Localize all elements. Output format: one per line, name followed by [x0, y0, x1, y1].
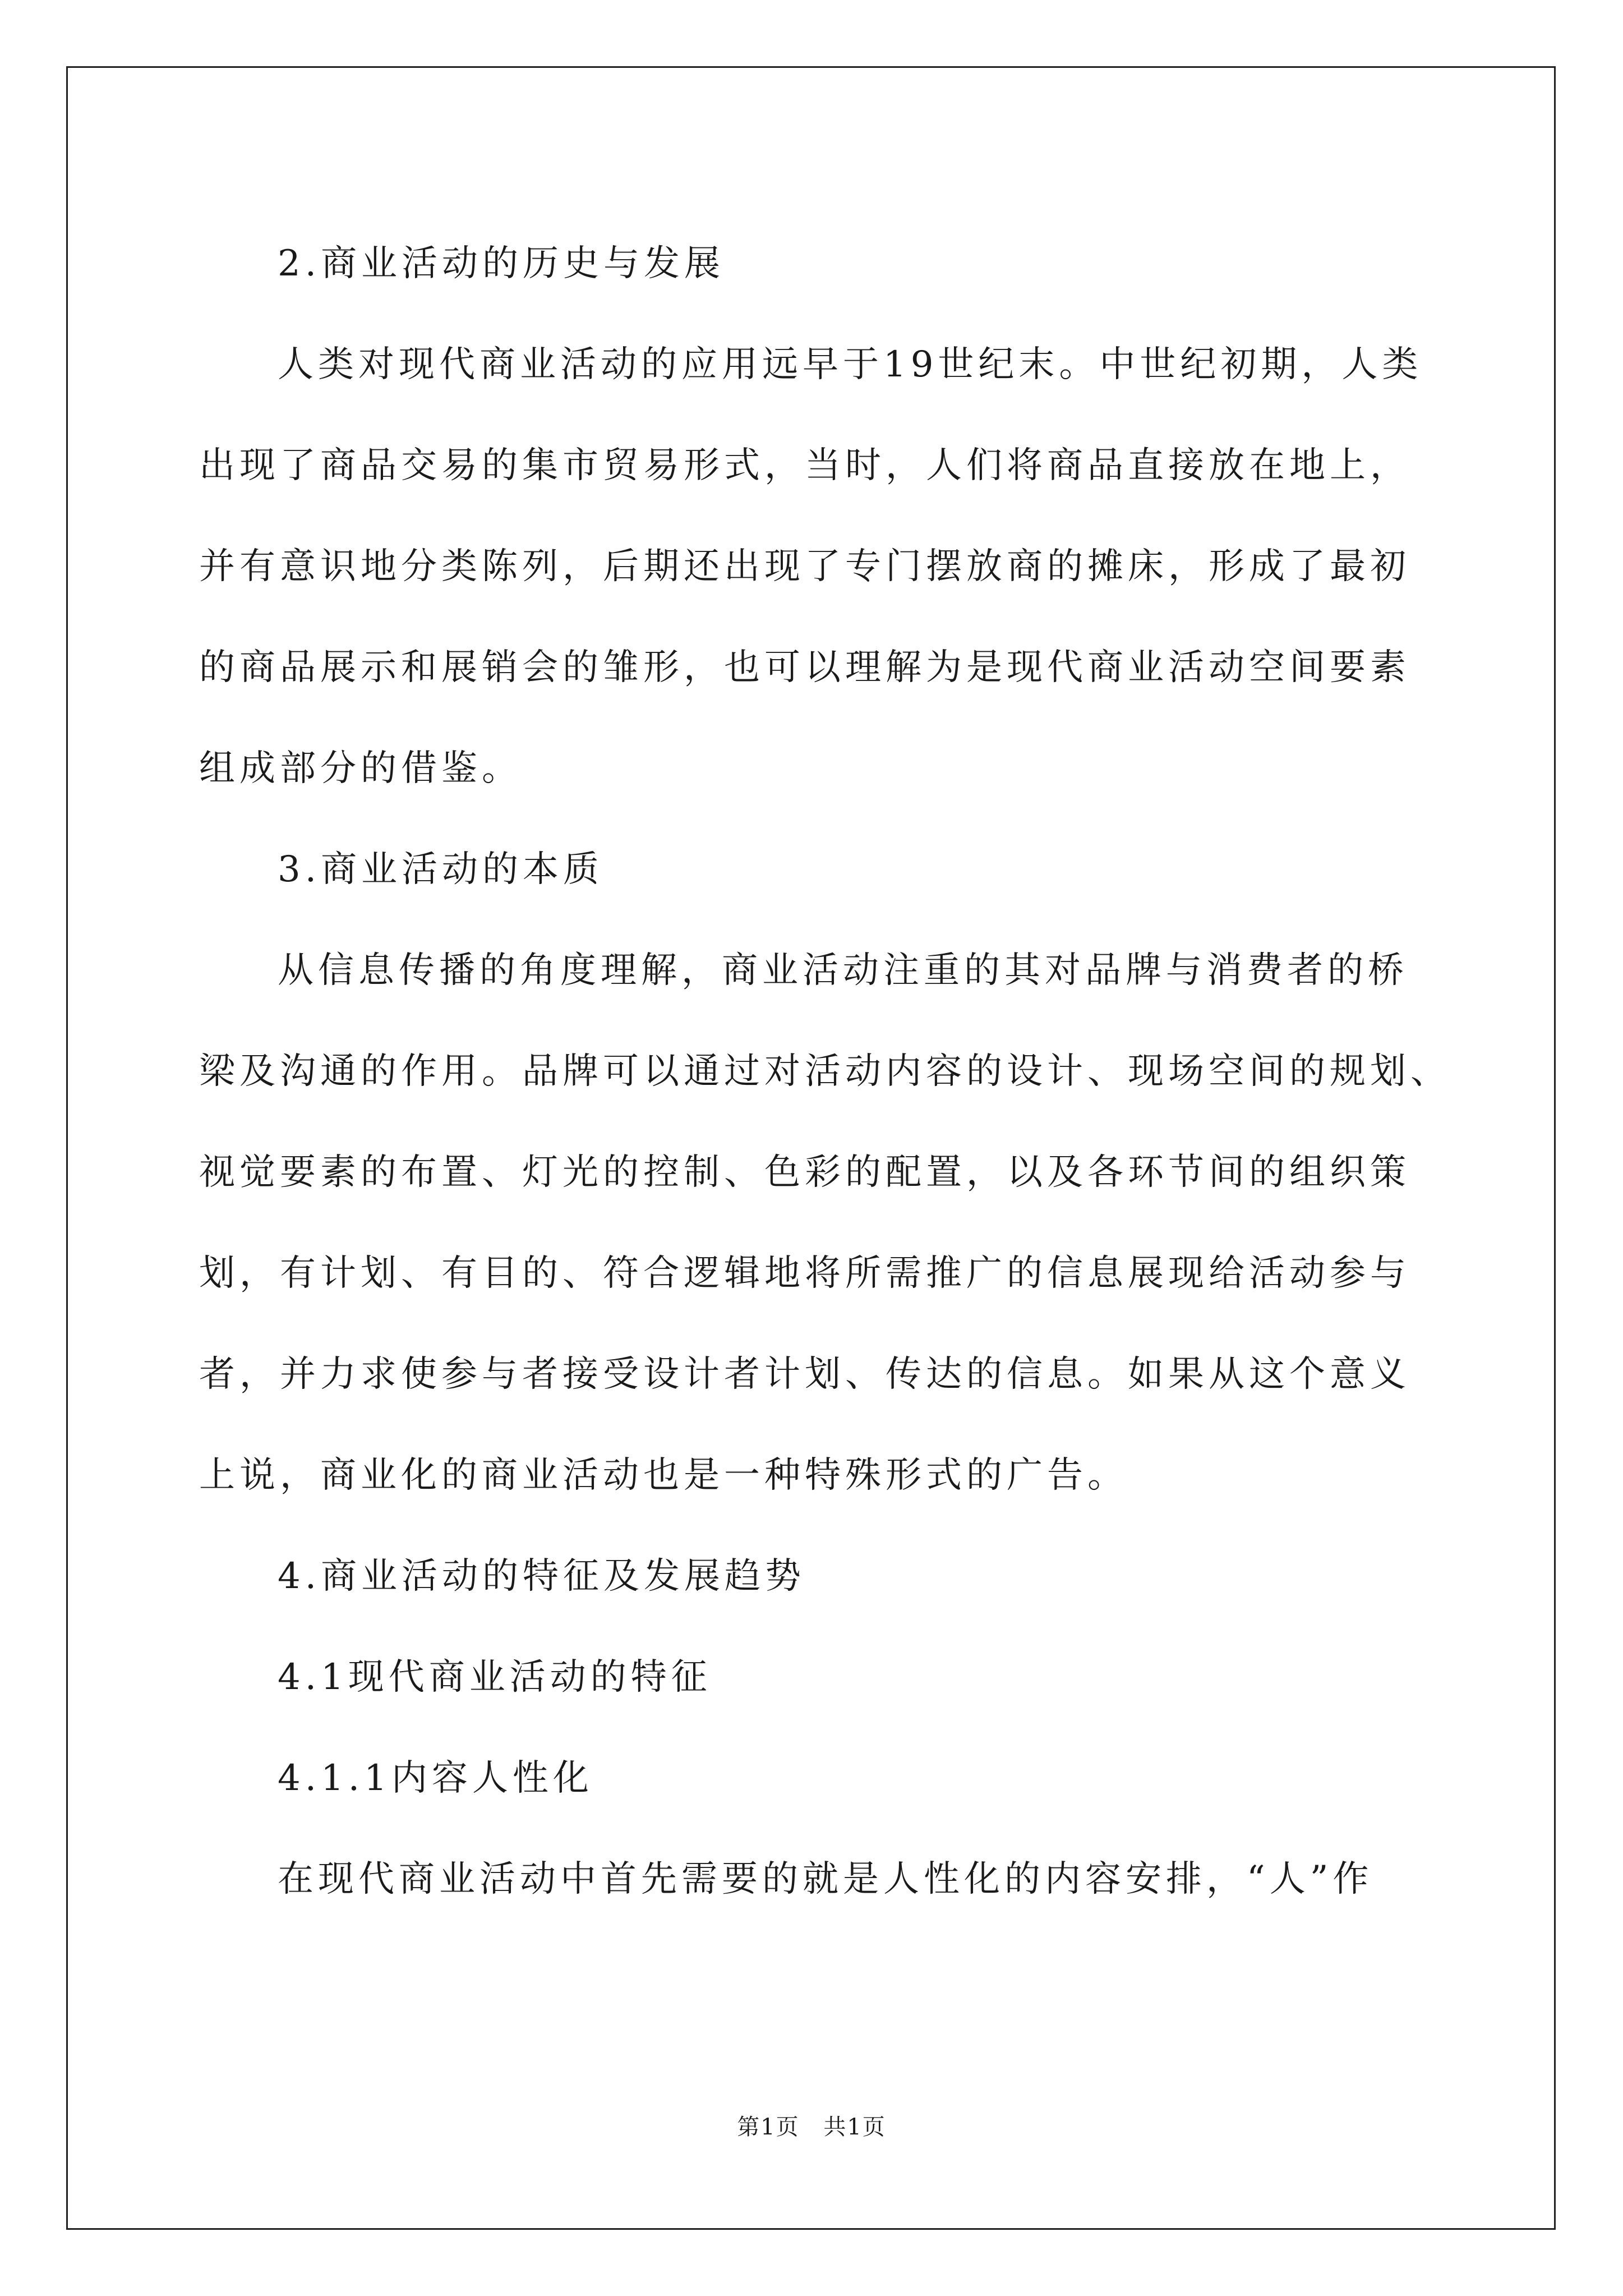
section-heading-4-1: 4.1现代商业活动的特征 — [278, 1657, 712, 1698]
page-total: 共1页 — [823, 2114, 886, 2140]
section-heading-3: 3.商业活动的本质 — [278, 849, 604, 890]
paragraph-history — [199, 314, 1433, 819]
paragraph-line: 在现代商业活动中首先需要的就是人性化的内容安排，“人”作 — [278, 1858, 1373, 1900]
paragraph-humanized — [199, 1829, 1433, 1930]
page-number: 第1页 — [737, 2114, 800, 2140]
paragraph-line: 的商品展示和展销会的雏形，也可以理解为是现代商业活动空间要素 — [199, 647, 1410, 688]
section-heading-2: 2.商业活动的历史与发展 — [278, 243, 725, 284]
section-heading-4: 4.商业活动的特征及发展趋势 — [278, 1556, 806, 1597]
page-footer — [0, 2109, 1623, 2141]
paragraph-line: 从信息传播的角度理解，商业活动注重的其对品牌与消费者的桥 — [278, 950, 1408, 991]
paragraph-line: 出现了商品交易的集市贸易形式，当时，人们将商品直接放在地上， — [199, 445, 1410, 486]
paragraph-line: 视觉要素的布置、灯光的控制、色彩的配置，以及各环节间的组织策 — [199, 1152, 1410, 1193]
paragraph-essence — [199, 920, 1451, 1526]
paragraph-line: 者，并力求使参与者接受设计者计划、传达的信息。如果从这个意义 — [199, 1354, 1410, 1395]
paragraph-line: 并有意识地分类陈列，后期还出现了专门摆放商的摊床，形成了最初 — [199, 546, 1410, 587]
paragraph-line: 划，有计划、有目的、符合逻辑地将所需推广的信息展现给活动参与 — [199, 1253, 1410, 1294]
paragraph-line: 组成部分的借鉴。 — [199, 748, 522, 789]
paragraph-line: 人类对现代商业活动的应用远早于19世纪末。中世纪初期，人类 — [278, 344, 1423, 385]
section-heading-4-1-1: 4.1.1内容人性化 — [278, 1757, 593, 1799]
paragraph-line: 上说，商业化的商业活动也是一种特殊形式的广告。 — [199, 1455, 1128, 1496]
paragraph-line: 梁及沟通的作用。品牌可以通过对活动内容的设计、现场空间的规划、 — [199, 1051, 1451, 1092]
document-body — [199, 213, 1451, 1930]
